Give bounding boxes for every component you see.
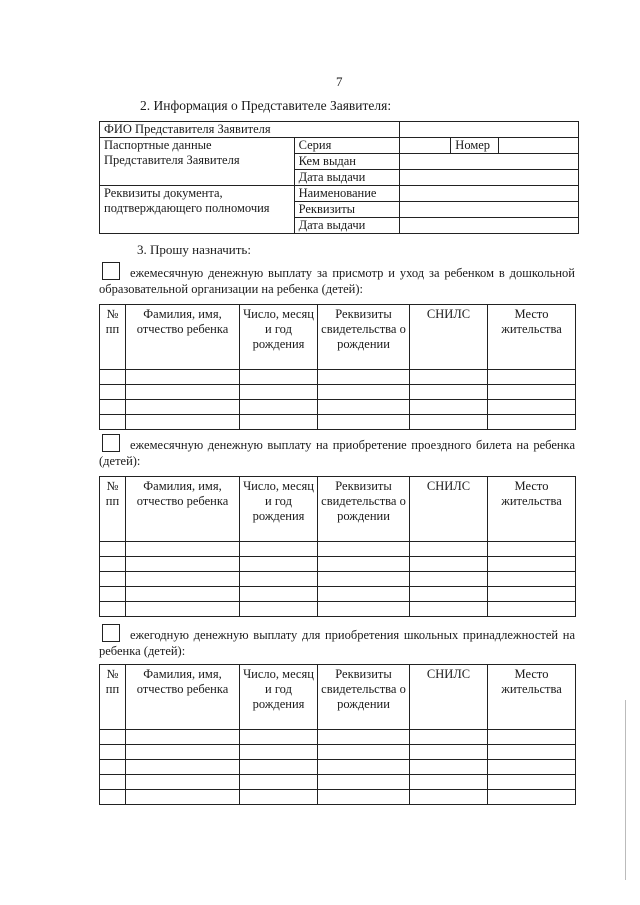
- option-text: ежегодную денежную выплату для приобретения школьных принадлежностей на ребенка (детей):: [99, 628, 575, 658]
- col-dob-header: Число, месяц и год рождения: [240, 665, 318, 730]
- option-school-supplies: [99, 624, 575, 659]
- data-vydachi-value-field[interactable]: [399, 170, 579, 186]
- col-dob-header: Число, месяц и год рождения: [240, 477, 318, 542]
- seria-label: Серия: [294, 138, 399, 154]
- doc-label: Реквизиты документа, подтверждающего полномочия: [100, 186, 295, 234]
- representative-table: [99, 121, 579, 234]
- table-row: [100, 557, 576, 572]
- table-row: [100, 400, 576, 415]
- option-transport: [99, 434, 575, 469]
- col-snils-header: СНИЛС: [410, 305, 488, 370]
- table-row: [100, 370, 576, 385]
- seria-value-field[interactable]: [399, 138, 451, 154]
- passport-label: Паспортные данные Представителя Заявителя: [100, 138, 295, 186]
- nomer-label: Номер: [451, 138, 499, 154]
- page-number: 7: [336, 74, 343, 89]
- option-text: ежемесячную денежную выплату на приобретение проездного билета на ребенка (детей):: [99, 438, 575, 468]
- table-row: [100, 415, 576, 430]
- col-snils-header: СНИЛС: [410, 477, 488, 542]
- table-row: [100, 775, 576, 790]
- naimenovanie-value-field[interactable]: [399, 186, 579, 202]
- child-table-school-supplies: [99, 664, 576, 805]
- table-row: [100, 572, 576, 587]
- table-row: [100, 385, 576, 400]
- col-num-header: № пп: [100, 665, 126, 730]
- option-text: ежемесячную денежную выплату за присмотр и уход за ребенком в дошкольной образовательной организации на ребенка (детей):: [99, 266, 575, 296]
- fio-value-field[interactable]: [399, 122, 579, 138]
- kem-vydan-value-field[interactable]: [399, 154, 579, 170]
- col-fio-header: Фамилия, имя, отчество ребенка: [126, 477, 240, 542]
- table-row: [100, 790, 576, 805]
- scan-edge-mark: [625, 700, 626, 880]
- kem-vydan-label: Кем выдан: [294, 154, 399, 170]
- data-vydachi-label: Дата выдачи: [294, 170, 399, 186]
- col-cert-header: Реквизиты свидетельства о рождении: [318, 305, 410, 370]
- table-row: [100, 760, 576, 775]
- nomer-value-field[interactable]: [499, 138, 579, 154]
- naimenovanie-label: Наименование: [294, 186, 399, 202]
- option-checkbox[interactable]: [102, 624, 120, 642]
- table-row: [100, 587, 576, 602]
- col-num-header: № пп: [100, 477, 126, 542]
- option-childcare: [99, 262, 575, 297]
- doc-data-vydachi-value-field[interactable]: [399, 218, 579, 234]
- col-num-header: № пп: [100, 305, 126, 370]
- fio-label: ФИО Представителя Заявителя: [100, 122, 400, 138]
- option-checkbox[interactable]: [102, 262, 120, 280]
- col-dob-header: Число, месяц и год рождения: [240, 305, 318, 370]
- table-row: [100, 602, 576, 617]
- col-snils-header: СНИЛС: [410, 665, 488, 730]
- col-addr-header: Место жительства: [488, 305, 576, 370]
- col-cert-header: Реквизиты свидетельства о рождении: [318, 665, 410, 730]
- table-row: [100, 745, 576, 760]
- child-table-transport: [99, 476, 576, 617]
- option-checkbox[interactable]: [102, 434, 120, 452]
- col-fio-header: Фамилия, имя, отчество ребенка: [126, 305, 240, 370]
- col-fio-header: Фамилия, имя, отчество ребенка: [126, 665, 240, 730]
- col-addr-header: Место жительства: [488, 477, 576, 542]
- col-addr-header: Место жительства: [488, 665, 576, 730]
- table-row: [100, 730, 576, 745]
- table-row: [100, 542, 576, 557]
- rekvizity-label: Реквизиты: [294, 202, 399, 218]
- doc-data-vydachi-label: Дата выдачи: [294, 218, 399, 234]
- section-title: 2. Информация о Представителе Заявителя:: [140, 98, 392, 113]
- rekvizity-value-field[interactable]: [399, 202, 579, 218]
- request-label: 3. Прошу назначить:: [137, 242, 251, 257]
- child-table-childcare: [99, 304, 576, 430]
- col-cert-header: Реквизиты свидетельства о рождении: [318, 477, 410, 542]
